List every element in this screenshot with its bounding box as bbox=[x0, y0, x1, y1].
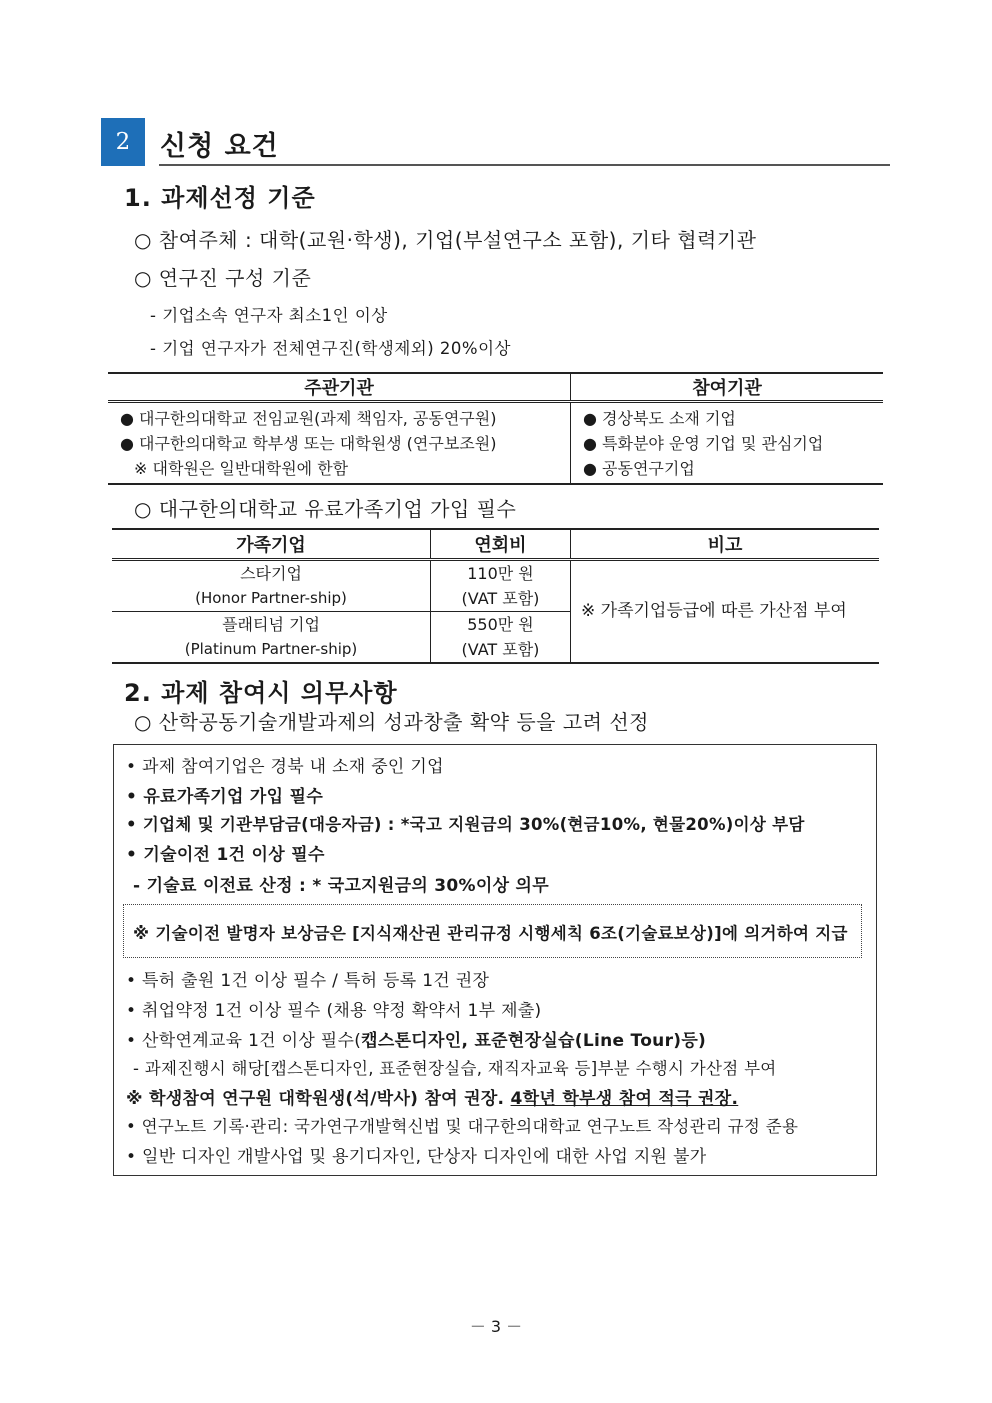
obligations-box bbox=[113, 744, 877, 1176]
family-name-cell bbox=[112, 560, 431, 612]
table-header-remark: 비고 bbox=[571, 529, 880, 560]
page-number: － 3 － bbox=[469, 1317, 523, 1336]
list-item: ● 특화분야 운영 기업 및 관심기업 bbox=[583, 434, 824, 453]
family-requirement: ○ 대구한의대학교 유료가족기업 가입 필수 bbox=[134, 497, 517, 521]
obligation-text: ※ 학생참여 연구원 대학원생(석/박사) 참여 권장. bbox=[126, 1089, 511, 1109]
criteria-heading: 1. 과제선정 기준 bbox=[124, 184, 316, 212]
obligation-line: • 취업약정 1건 이상 필수 (채용 약정 확약서 1부 제출) bbox=[126, 1001, 542, 1021]
obligation-line: - 과제진행시 해당[캡스톤디자인, 표준현장실습, 재직자교육 등]부분 수행시 가산점 부여 bbox=[133, 1059, 777, 1078]
obligation-text-bold: 캡스톤디자인, 표준현장실습(Line Tour)등) bbox=[361, 1031, 707, 1051]
obligation-text-underlined: 4학년 학부생 참여 적극 권장. bbox=[510, 1089, 739, 1109]
list-item-note: ※ 대학원은 일반대학원에 한함 bbox=[134, 459, 349, 478]
list-item: ● 대구한의대학교 전임교원(과제 책임자, 공동연구원) bbox=[120, 409, 497, 428]
compensation-note: ※ 기술이전 발명자 보상금은 [지식재산권 관리규정 시행세칙 6조(기술료보상)]에 의거하여 지급 bbox=[133, 924, 848, 943]
list-item: ● 경상북도 소재 기업 bbox=[583, 409, 736, 428]
table-header-participant: 참여기관 bbox=[571, 373, 884, 402]
obligation-line: • 과제 참여기업은 경북 내 소재 중인 기업 bbox=[126, 757, 444, 777]
list-item: ● 공동연구기업 bbox=[583, 459, 695, 478]
section-number-badge: 2 bbox=[101, 118, 145, 166]
fee-value: 110만 원 bbox=[467, 564, 534, 583]
criteria-item-team: ○ 연구진 구성 기준 bbox=[134, 266, 312, 290]
list-item: ● 대구한의대학교 학부생 또는 대학원생 (연구보조원) bbox=[120, 434, 497, 453]
family-name-en: (Honor Partner-ship) bbox=[195, 589, 347, 607]
obligation-line: • 연구노트 기록·관리: 국가연구개발혁신법 및 대구한의대학교 연구노트 작성관리 규정 준용 bbox=[126, 1117, 799, 1136]
section-title: 신청 요건 bbox=[160, 131, 279, 162]
table-header-family: 가족기업 bbox=[112, 529, 431, 560]
family-name: 스타기업 bbox=[240, 564, 302, 583]
obligation-line: • 유료가족기업 가입 필수 bbox=[126, 787, 324, 807]
remark-cell: ※ 가족기업등급에 따른 가산점 부여 bbox=[571, 560, 880, 664]
obligation-line bbox=[126, 1084, 738, 1109]
fee-value: 550만 원 bbox=[467, 615, 534, 634]
family-name-en: (Platinum Partner-ship) bbox=[184, 640, 358, 658]
table-row bbox=[112, 560, 879, 612]
obligation-line: • 기업체 및 기관부담금(대응자금) : *국고 지원금의 30%(현금10%, 현물20%)이상 부담 bbox=[126, 815, 805, 834]
obligations-heading: 2. 과제 참여시 의무사항 bbox=[124, 679, 398, 707]
obligation-line: • 특허 출원 1건 이상 필수 / 특허 등록 1건 권장 bbox=[126, 971, 490, 991]
participant-institution-cell bbox=[571, 402, 884, 485]
fee-cell bbox=[431, 612, 571, 664]
table-header-host: 주관기관 bbox=[108, 373, 571, 402]
organization-table bbox=[108, 372, 883, 485]
obligation-line: • 기술이전 1건 이상 필수 bbox=[126, 845, 325, 865]
table-header-fee: 연회비 bbox=[431, 529, 571, 560]
obligation-line: • 일반 디자인 개발사업 및 용기디자인, 단상자 디자인에 대한 사업 지원 불가 bbox=[126, 1147, 707, 1167]
family-name: 플래티넘 기업 bbox=[222, 615, 320, 634]
criteria-sub-item: - 기업소속 연구자 최소1인 이상 bbox=[150, 306, 388, 325]
criteria-sub-item: - 기업 연구자가 전체연구진(학생제외) 20%이상 bbox=[150, 339, 511, 358]
section-underline bbox=[159, 164, 890, 166]
fee-note: (VAT 포함) bbox=[461, 589, 540, 608]
obligation-text: • 산학연계교육 1건 이상 필수( bbox=[126, 1031, 362, 1051]
host-institution-cell bbox=[108, 402, 571, 485]
obligations-intro: ○ 산학공동기술개발과제의 성과창출 확약 등을 고려 선정 bbox=[134, 710, 649, 734]
obligation-line: - 기술료 이전료 산정 : * 국고지원금의 30%이상 의무 bbox=[133, 876, 549, 896]
fee-note: (VAT 포함) bbox=[461, 640, 540, 659]
family-name-cell bbox=[112, 612, 431, 664]
criteria-item-participants: ○ 참여주체 : 대학(교원·학생), 기업(부설연구소 포함), 기타 협력기관 bbox=[134, 228, 757, 252]
obligation-line bbox=[126, 1026, 706, 1051]
fee-cell bbox=[431, 560, 571, 612]
family-company-table bbox=[112, 528, 879, 664]
